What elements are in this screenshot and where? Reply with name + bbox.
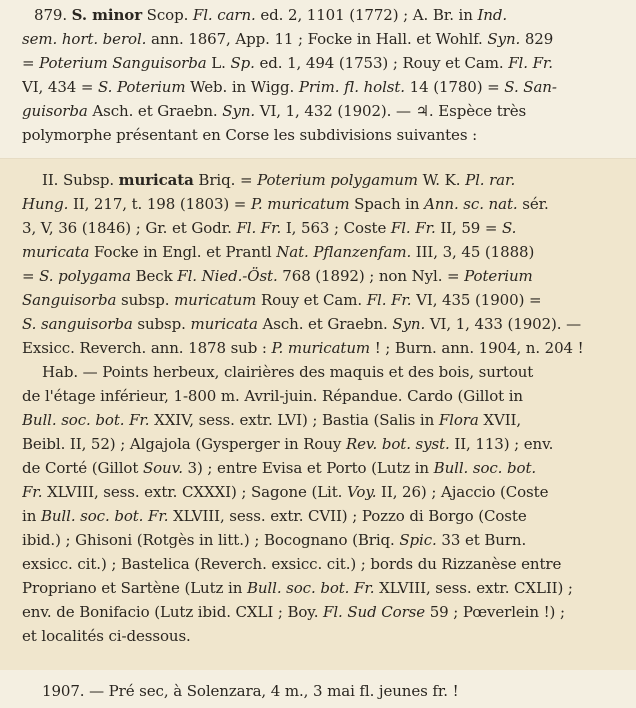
text-line [22,313,618,335]
bold-text-run: S. minor [71,6,142,24]
italic-text-run: S. polygama [39,267,131,285]
italic-text-run: Rev. bot. syst. [345,435,450,453]
italic-text-run: Syn. [487,30,521,48]
text-run: et localités ci-dessous. [22,627,191,645]
italic-text-run: Bull. soc. bot. Fr. [246,579,375,597]
text-line [22,577,618,599]
italic-text-run: Fl. Fr. [508,54,553,72]
italic-text-run: Fl. Fr. [366,291,412,309]
text-line [34,4,630,26]
text-run: ed. 2, 1101 (1772) ; A. Br. in [255,6,478,24]
text-run: XLVIII, sess. extr. CXLII) ; [374,579,573,597]
top-text-block [0,0,636,158]
text-line [22,124,618,146]
text-line [22,241,618,263]
italic-text-run: Syn. [392,315,426,333]
text-line [22,76,618,98]
text-run: Beck [130,267,178,285]
italic-text-run: Hung. [22,195,69,213]
italic-text-run: Pl. rar. [465,171,516,189]
text-run: L. [206,54,231,72]
italic-text-run: sem. hort. berol. [22,30,147,48]
text-run: VI, 1, 432 (1902). — ♃. Espèce très [255,102,527,120]
italic-text-run: S. sanguisorba [22,315,133,333]
text-line [22,52,618,74]
text-run: Web. in Wigg. [185,78,299,96]
italic-text-run: Bull. soc. bot. Fr. [22,411,150,429]
text-run: env. de Bonifacio (Lutz ibid. CXLI ; Boy. [22,603,324,621]
text-run: in [22,507,41,525]
text-line [22,553,618,575]
italic-text-run: Syn. [222,102,256,120]
text-run: I, 563 ; Coste [281,219,391,237]
text-run: = [22,54,40,72]
italic-text-run: S. San- [504,78,557,96]
text-run: 3, V, 36 (1846) ; Gr. et Godr. [22,219,237,237]
text-run: 59 ; Pœverlein !) ; [425,603,565,621]
italic-text-run: S. Poterium [98,78,186,96]
text-run: de l'étage inférieur, 1-800 m. Avril-juin. Répandue. Cardo (Gillot in [22,387,523,405]
italic-text-run: Ann. sc. nat. [424,195,518,213]
italic-text-run: muricata [22,243,90,261]
text-run: 33 et Burn. [436,531,527,549]
text-run: II, 26) ; Ajaccio (Coste [376,483,549,501]
text-run: = [22,267,40,285]
italic-text-run: S. [502,219,517,237]
text-run: 768 (1892) ; non Nyl. = [277,267,465,285]
text-run: VI, 435 (1900) = [411,291,542,309]
text-run: II. Subsp. [42,171,119,189]
text-run: polymorphe présentant en Corse les subdivisions suivantes : [22,126,478,144]
text-run: Scop. [142,6,193,24]
text-run: ann. 1867, App. 11 ; Focke in Hall. et Wohlf. [146,30,488,48]
text-run: Asch. et Graebn. [257,315,393,333]
text-run: II, 113) ; env. [449,435,554,453]
text-line [22,289,618,311]
italic-text-run: Fl. Sud Corse [323,603,426,621]
text-run: subsp. [132,315,191,333]
text-run: ! ; Burn. ann. 1904, n. 204 ! [370,339,584,357]
text-run: Propriano et Sartène (Lutz in [22,579,247,597]
italic-text-run: Poterium polygamum [257,171,418,189]
italic-text-run: Poterium Sanguisorba [39,54,207,72]
text-run: Hab. — Points herbeux, clairières des maquis et des bois, surtout [42,363,534,381]
text-run: subsp. [116,291,175,309]
subspecies-text-block [0,158,636,671]
text-line [42,169,636,191]
text-run: exsicc. cit.) ; Bastelica (Reverch. exsicc. cit.) ; bords du Rizzanèse entre [22,555,562,573]
text-run: de Corté (Gillot [22,459,143,477]
text-run: XLVIII, sess. extr. CXXXI) ; Sagone (Lit. [42,483,348,501]
text-line [22,265,618,287]
text-run: VI, 434 = [22,78,99,96]
italic-text-run: Voy. [347,483,377,501]
italic-text-run: Fl. carn. [192,6,256,24]
text-run: II, 59 = [435,219,503,237]
italic-text-run: P. muricatum [250,195,350,213]
text-run: II, 217, t. 198 (1803) = [68,195,251,213]
text-run: 14 (1780) = [404,78,505,96]
italic-text-run: guisorba [22,102,88,120]
italic-text-run: Ind. [477,6,508,24]
text-line [22,625,618,647]
italic-text-run: P. muricatum [271,339,371,357]
text-run: XLVIII, sess. extr. CVII) ; Pozzo di Borgo (Coste [168,507,527,525]
text-run: Briq. = [193,171,258,189]
italic-text-run: Flora [438,411,479,429]
text-line [22,505,618,527]
italic-text-run: Bull. soc. bot. [433,459,537,477]
text-line [42,680,636,702]
text-run: Beibl. II, 52) ; Algajola (Gysperger in Rouy [22,435,346,453]
text-run: ed. 1, 494 (1753) ; Rouy et Cam. [254,54,509,72]
text-line [22,100,618,122]
text-run: Focke in Engl. et Prantl [89,243,277,261]
italic-text-run: Spic. [399,531,437,549]
italic-text-run: Bull. soc. bot. Fr. [40,507,169,525]
text-run: W. K. [417,171,466,189]
italic-text-run: Souv. [142,459,183,477]
text-line [22,529,618,551]
text-run: XVII, [478,411,522,429]
italic-text-run: Fl. Nied.-Öst. [177,267,278,285]
text-run: 1907. — Pré sec, à Solenzara, 4 m., 3 mai fl. jeunes fr. ! [42,682,459,700]
italic-text-run: Prim. fl. holst. [298,78,405,96]
text-run: sér. [517,195,549,213]
italic-text-run: Fr. [22,483,43,501]
text-line [22,457,618,479]
text-run: ibid.) ; Ghisoni (Rotgès in litt.) ; Bocognano (Briq. [22,531,400,549]
italic-text-run: muricatum [174,291,257,309]
italic-text-run: Sp. [230,54,255,72]
text-run: III, 3, 45 (1888) [411,243,535,261]
text-line [22,409,618,431]
text-line [22,433,618,455]
text-line [22,193,618,215]
text-run: 3) ; entre Evisa et Porto (Lutz in [182,459,434,477]
bold-text-run: muricata [118,171,194,189]
text-run: Exsicc. Reverch. ann. 1878 sub : [22,339,272,357]
text-line [22,385,618,407]
text-line [22,481,618,503]
text-run: 879. [34,6,72,24]
text-line [22,337,618,359]
bottom-text-block [0,670,636,708]
text-run: 829 [520,30,554,48]
italic-text-run: Fl. Fr. [236,219,282,237]
text-run: Asch. et Graebn. [87,102,223,120]
text-run: VI, 1, 433 (1902). — [425,315,582,333]
text-line [22,28,618,50]
text-run: Spach in [349,195,425,213]
italic-text-run: Poterium [464,267,533,285]
text-run: Rouy et Cam. [256,291,367,309]
italic-text-run: Sanguisorba [22,291,117,309]
text-run: XXIV, sess. extr. LVI) ; Bastia (Salis in [149,411,439,429]
text-line [42,361,636,383]
text-line [22,601,618,623]
text-line [22,217,618,239]
italic-text-run: Nat. Pflanzenfam. [276,243,412,261]
italic-text-run: Fl. Fr. [390,219,436,237]
italic-text-run: muricata [190,315,258,333]
